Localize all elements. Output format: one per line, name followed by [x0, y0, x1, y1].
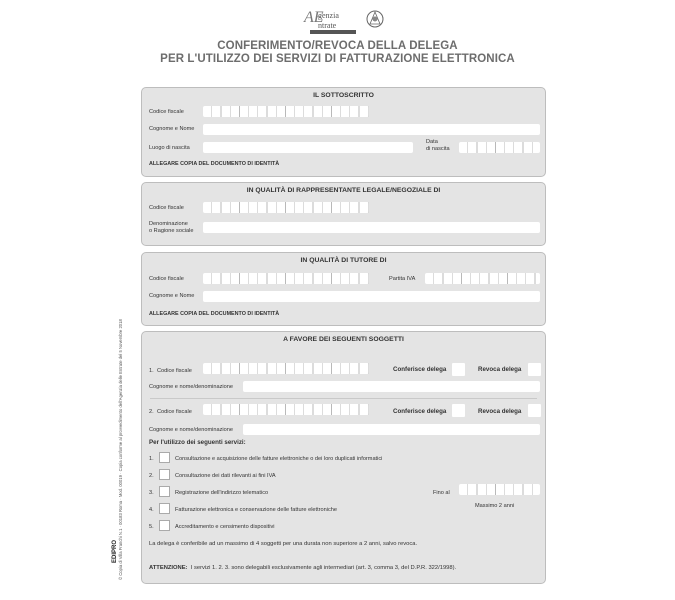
allegare-documento-2: ALLEGARE COPIA DEL DOCUMENTO DI IDENTITÀ: [149, 311, 280, 317]
servizio-3-num: 3.: [149, 490, 154, 496]
agenzia-entrate-emblem: [300, 6, 386, 36]
section-tutore-title: IN QUALITÀ DI TUTORE DI: [300, 257, 387, 264]
codice-fiscale-input[interactable]: [203, 106, 369, 117]
label-codice-fiscale-rappr: Codice fiscale: [149, 205, 184, 211]
codice-fiscale-rappr-input[interactable]: [203, 202, 369, 213]
partita-iva-input[interactable]: [425, 273, 540, 284]
denominazione-input[interactable]: [203, 222, 540, 233]
label-luogo-nascita: Luogo di nascita: [149, 145, 190, 151]
attenzione-label: ATTENZIONE:: [149, 565, 188, 571]
side-legal-text-content: © Copia di Villa Franchi N.1 · 00183 Roma · Mod. 00019 · Copia conforme al provvedimento dell'Agenzia delle Entrate del 5 Novembre 2018: [118, 319, 123, 580]
soggetto-2-num: 2.: [149, 409, 154, 415]
section-favore: [141, 331, 546, 584]
allegare-documento-1: ALLEGARE COPIA DEL DOCUMENTO DI IDENTITÀ: [149, 161, 280, 167]
servizio-3-label: Registrazione dell'indirizzo telematico: [175, 490, 269, 496]
logo-line2: ntrate: [318, 21, 337, 30]
cognome-nome-input[interactable]: [203, 124, 540, 135]
soggetto-1-codice-input[interactable]: [203, 363, 369, 374]
label-cognome-nome-tutore: Cognome e Nome: [149, 293, 195, 299]
label-denominazione-2: o Ragione sociale: [149, 228, 194, 234]
label-denominazione-1: Denominazione: [149, 221, 188, 227]
servizio-2-num: 2.: [149, 473, 154, 479]
soggetto-1-conferisce-label: Conferisce delega: [393, 366, 447, 373]
soggetto-1-cognome-input[interactable]: [243, 381, 540, 392]
servizio-4-num: 4.: [149, 507, 154, 513]
section-rappresentante: [141, 182, 546, 246]
side-brand: EDIPRO: [112, 539, 118, 563]
servizio-1-checkbox[interactable]: [159, 452, 170, 463]
servizio-1-label: Consultazione e acquisizione delle fatture elettroniche o dei loro duplicati informatici: [175, 456, 383, 462]
attenzione-body: I servizi 1. 2. 3. sono delegabili esclusivamente agli intermediari (art. 3, comma 3, del D.P.R. 322/1998).: [190, 565, 457, 571]
label-data-nascita-2: di nascita: [426, 146, 450, 152]
soggetto-2-conferisce-label: Conferisce delega: [393, 408, 447, 415]
soggetto-1-num: 1.: [149, 368, 154, 374]
cognome-nome-tutore-input[interactable]: [203, 291, 540, 302]
servizio-2-checkbox[interactable]: [159, 469, 170, 480]
data-nascita-input[interactable]: [459, 142, 540, 153]
section-tutore: [141, 252, 546, 326]
soggetto-2-revoca-label: Revoca delega: [478, 408, 522, 415]
servizio-4-label: Fatturazione elettronica e conservazione delle fatture elettroniche: [175, 507, 338, 513]
logo-initials: AE: [304, 9, 324, 26]
section-sottoscritto-title: IL SOTTOSCRITTO: [313, 92, 374, 99]
servizio-5-label: Accreditamento e censimento dispositivi: [175, 524, 275, 530]
fino-al-label: Fino al: [433, 490, 450, 496]
servizio-5-num: 5.: [149, 524, 154, 530]
side-legal-text: [118, 319, 128, 580]
codice-fiscale-tutore-input[interactable]: [203, 273, 369, 284]
label-codice-fiscale: Codice fiscale: [149, 109, 184, 115]
servizio-3-checkbox[interactable]: [159, 486, 170, 497]
soggetto-2-codice-label: Codice fiscale: [157, 409, 192, 415]
nota-durata: La delega è conferibile ad un massimo di 4 soggetti per una durata non superiore a 2 anni, salvo revoca.: [149, 541, 418, 547]
label-data-nascita-1: Data: [426, 139, 438, 145]
label-partita-iva: Partita IVA: [389, 276, 416, 282]
section-sottoscritto: [141, 87, 546, 177]
soggetto-1-conferisce-checkbox[interactable]: [452, 363, 465, 376]
section-rappresentante-title: IN QUALITÀ DI RAPPRESENTANTE LEGALE/NEGOZIALE DI: [246, 187, 441, 194]
form-title-line1: CONFERIMENTO/REVOCA DELLA DELEGA: [217, 40, 458, 52]
soggetto-2-conferisce-checkbox[interactable]: [452, 404, 465, 417]
massimo-2-anni: Massimo 2 anni: [475, 503, 515, 509]
soggetto-1-revoca-label: Revoca delega: [478, 366, 522, 373]
servizi-title: Per l'utilizzo dei seguenti servizi:: [149, 439, 246, 446]
soggetto-2-revoca-checkbox[interactable]: [528, 404, 541, 417]
luogo-nascita-input[interactable]: [203, 142, 413, 153]
soggetto-2-cognome-input[interactable]: [243, 424, 540, 435]
servizio-5-checkbox[interactable]: [159, 520, 170, 531]
agenzia-entrate-logo: [300, 6, 386, 36]
form-title-line2: PER L'UTILIZZO DEI SERVIZI DI FATTURAZIONE ELETTRONICA: [160, 53, 515, 65]
soggetto-1-cognome-label: Cognome e nome/denominazione: [149, 384, 233, 390]
servizio-2-label: Consultazione dei dati rilevanti ai fini IVA: [175, 473, 276, 479]
attenzione-text: [149, 565, 456, 572]
soggetto-1-revoca-checkbox[interactable]: [528, 363, 541, 376]
soggetto-2-codice-input[interactable]: [203, 404, 369, 415]
logo-line1: genzia: [318, 11, 339, 20]
label-cognome-nome: Cognome e Nome: [149, 126, 195, 132]
label-codice-fiscale-tutore: Codice fiscale: [149, 276, 184, 282]
servizio-1-num: 1.: [149, 456, 154, 462]
soggetto-2-cognome-label: Cognome e nome/denominazione: [149, 427, 233, 433]
section-favore-title: A FAVORE DEI SEGUENTI SOGGETTI: [283, 336, 404, 343]
servizio-4-checkbox[interactable]: [159, 503, 170, 514]
fino-al-input[interactable]: [459, 484, 540, 495]
soggetto-1-codice-label: Codice fiscale: [157, 368, 192, 374]
